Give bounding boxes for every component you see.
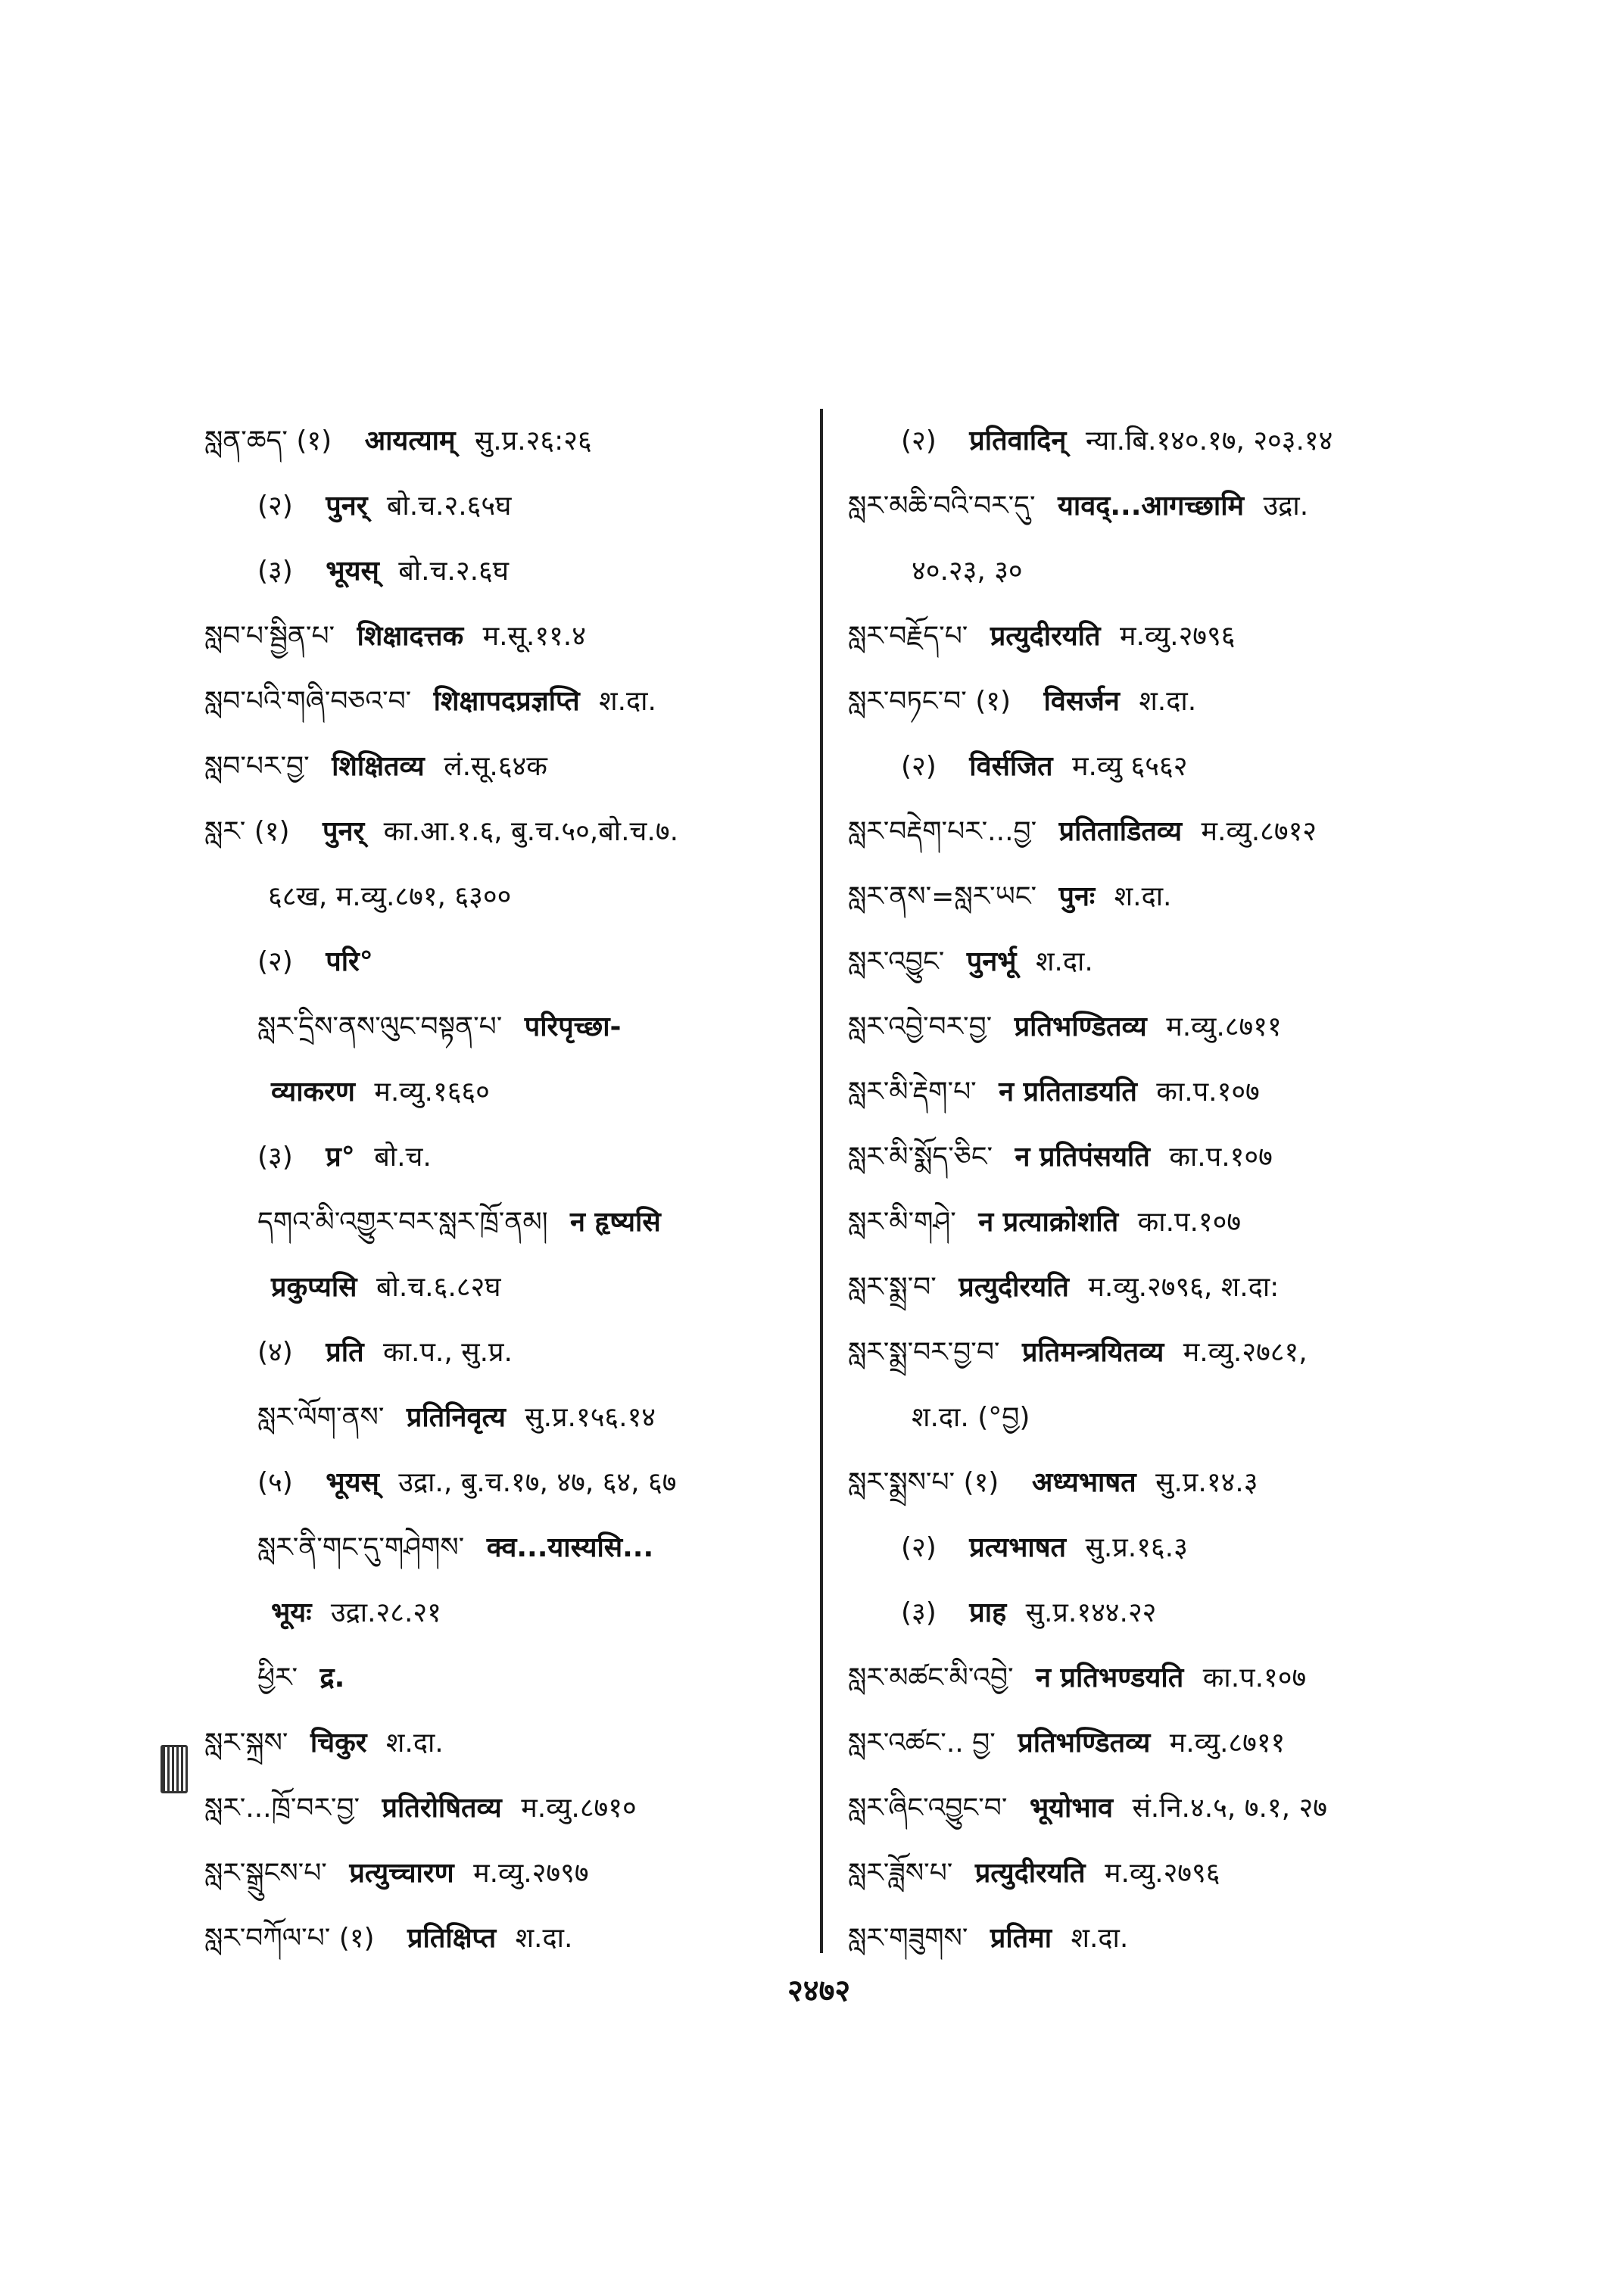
sense-number: (१) (296, 425, 332, 456)
source-reference: सं.नि.४.५, ७.१, २७ (1132, 1793, 1327, 1824)
sanskrit-equivalent: प्रतिरोषितव्य (382, 1793, 502, 1824)
sanskrit-equivalent: प्रत्युच्चारण (349, 1858, 454, 1889)
margin-thumb-mark-icon (161, 1745, 188, 1793)
tibetan-headword: སླར་ཟློས་པ་ (848, 1858, 953, 1889)
sanskrit-equivalent: प्र° (326, 1142, 355, 1173)
sanskrit-equivalent: प्रतिभण्डितव्य (1014, 1011, 1147, 1042)
source-reference: म.व्यु.२७८१, (1183, 1337, 1308, 1368)
dictionary-entry (848, 1516, 1469, 1581)
sense-number: (१) (963, 1467, 999, 1498)
tibetan-headword: སླར་སྨྲས་པ་ (848, 1467, 955, 1498)
sanskrit-equivalent: प्रतिमा (990, 1923, 1052, 1954)
dictionary-entry (204, 1516, 810, 1581)
sanskrit-equivalent: विर्सजित (969, 751, 1053, 782)
dictionary-entry (848, 995, 1469, 1060)
sanskrit-equivalent: प्रत्यभाषत (969, 1532, 1067, 1563)
tibetan-headword: སླར་སྐྲས་ (204, 1728, 288, 1759)
source-reference: श.दा. (1139, 686, 1197, 717)
tibetan-headword: སླར་ནས་=སླར་ཡང་ (848, 881, 1037, 912)
source-reference: श.दा. (1035, 946, 1093, 977)
tibetan-headword: སླབ་པ་སྦྱིན་པ་ (204, 621, 335, 652)
sanskrit-equivalent: शिक्षादत्तक (357, 621, 464, 652)
dictionary-entry (848, 1450, 1469, 1516)
source-reference: म.सू.११.४ (482, 621, 586, 652)
tibetan-headword: སླབ་པའི་གཞི་བཅའ་བ་ (204, 686, 412, 717)
source-reference: म.व्यु.८७१२ (1201, 816, 1317, 847)
sense-number: (१) (254, 816, 290, 847)
sanskrit-equivalent: प्रति (326, 1337, 364, 1368)
source-reference: बो.च. (374, 1142, 432, 1173)
source-reference: श.दा. (385, 1728, 444, 1759)
tibetan-headword: སླར་མི་རྡེག་པ་ (848, 1076, 977, 1108)
source-reference: श.दा. (1071, 1923, 1129, 1954)
tibetan-headword: སླར་ལོག་ནས་ (257, 1402, 385, 1433)
sanskrit-equivalent: न हृष्यसि (570, 1207, 661, 1238)
source-reference: सु.प्र.१४.३ (1155, 1467, 1258, 1498)
source-reference: उद्रा.२८.२१ (330, 1597, 441, 1628)
source-reference: उद्रा. (1263, 491, 1309, 522)
dictionary-entry (848, 799, 1469, 865)
tibetan-headword: སླར་སྒྲུངས་པ་ (204, 1858, 327, 1889)
dictionary-entry (848, 1841, 1469, 1906)
dictionary-entry (848, 1646, 1469, 1711)
dictionary-entry (204, 1906, 810, 1971)
sense-number: (३) (257, 1142, 293, 1173)
dictionary-entry (204, 604, 810, 669)
tibetan-headword: ཕྱིར་ (257, 1662, 298, 1693)
dictionary-entry (204, 1841, 810, 1906)
tibetan-headword: སླར་ཞིང་འབྱུང་བ་ (848, 1793, 1008, 1824)
source-reference: म.व्यु.२७९६ (1104, 1858, 1220, 1889)
tibetan-headword: སླར་མཆི་བའི་བར་དུ་ (848, 491, 1036, 522)
tibetan-headword: སླར་འབྱེ་བར་བྱ་ (848, 1011, 993, 1042)
dictionary-entry (848, 930, 1469, 995)
dictionary-entry (848, 1190, 1469, 1255)
dictionary-entry (848, 1255, 1469, 1320)
sanskrit-equivalent: भूयोभाव (1029, 1793, 1114, 1824)
dictionary-entry (204, 1581, 810, 1646)
dictionary-entry (204, 1060, 810, 1125)
sanskrit-equivalent: शिक्षापदप्रज्ञप्ति (433, 686, 580, 717)
dictionary-entry (848, 1385, 1469, 1450)
sense-number: (३) (901, 1597, 937, 1628)
tibetan-headword: སླར་དྲིས་ནས་ལུང་བསྟན་པ་ (257, 1011, 503, 1042)
tibetan-headword: སླར་མི་སྨོད་ཅིང་ (848, 1142, 993, 1173)
dictionary-entry (204, 1190, 810, 1255)
source-reference: न्या.बि.१४०.१७, २०३.१४ (1085, 425, 1333, 456)
source-reference: का.प.१०७ (1156, 1076, 1260, 1108)
dictionary-entry (204, 799, 810, 865)
source-reference: म.व्यु ६५६२ (1071, 751, 1188, 782)
source-reference: बो.च.२.६५घ (386, 491, 512, 522)
dictionary-entry (848, 604, 1469, 669)
right-column (848, 409, 1469, 1971)
sense-number: (५) (257, 1467, 293, 1498)
sanskrit-equivalent: क्व...यास्यसि... (486, 1532, 654, 1563)
dictionary-entry (848, 1060, 1469, 1125)
source-reference: का.प.१०७ (1202, 1662, 1307, 1693)
tibetan-headword: སླར་མི་གཤེ་ (848, 1207, 956, 1238)
sanskrit-equivalent: परि° (326, 946, 373, 977)
sanskrit-equivalent: न प्रतिपंसयति (1015, 1142, 1150, 1173)
source-reference: सु.प्र.१५६.१४ (525, 1402, 656, 1433)
dictionary-entry (848, 1320, 1469, 1385)
sanskrit-equivalent: भूयः (271, 1597, 312, 1628)
source-reference: म.व्यु.८७१० (521, 1793, 637, 1824)
dictionary-entry (204, 1646, 810, 1711)
source-reference: श.दा. (515, 1923, 573, 1954)
source-reference: उद्रा., बु.च.१७, ४७, ६४, ६७ (398, 1467, 677, 1498)
sanskrit-equivalent: परिपृच्छा- (524, 1011, 622, 1042)
sanskrit-equivalent: न प्रत्याक्रोशति (978, 1207, 1119, 1238)
dictionary-entry (848, 865, 1469, 930)
sanskrit-equivalent: प्रतिवादिन् (969, 425, 1067, 456)
source-reference: लं.सू.६४क (444, 751, 547, 782)
dictionary-entry (204, 474, 810, 539)
tibetan-headword: སླར་...ཁྲོ་བར་བྱ་ (204, 1793, 360, 1824)
column-divider (820, 409, 823, 1953)
dictionary-entry (204, 669, 810, 734)
dictionary-entry (848, 1906, 1469, 1971)
left-column (204, 409, 810, 1971)
dictionary-entry (204, 539, 810, 604)
source-reference: म.व्यु.२७९७ (473, 1858, 589, 1889)
source-reference: बो.च.६.८२घ (376, 1272, 501, 1303)
dictionary-entry (848, 1125, 1469, 1190)
dictionary-entry (848, 734, 1469, 799)
sanskrit-equivalent: यावद्...आगच्छामि (1058, 491, 1245, 522)
sanskrit-equivalent: चिकुर (310, 1728, 367, 1759)
source-reference: म.व्यु.८७११ (1169, 1728, 1286, 1759)
dictionary-entry (204, 1711, 810, 1776)
tibetan-headword: སླར་སྨྲ་བ་ (848, 1272, 937, 1303)
sense-number: (२) (901, 425, 937, 456)
source-reference: म.व्यु.१६६० (374, 1076, 490, 1108)
source-reference: सु.प्र.२६:२६ (474, 425, 592, 456)
source-reference: का.आ.१.६, बु.च.५०,बो.च.७. (383, 816, 679, 847)
tibetan-headword: སླར་ནི་གང་དུ་གཤེགས་ (257, 1532, 465, 1563)
page-number: २४७२ (787, 1974, 851, 2008)
sense-number: (१) (975, 686, 1011, 717)
dictionary-entry (848, 1776, 1469, 1841)
sanskrit-equivalent: प्रत्युदीरयति (990, 621, 1101, 652)
dictionary-entry (204, 1385, 810, 1450)
tibetan-headword: སླར་གཟུགས་ (848, 1923, 968, 1954)
sense-number: (२) (901, 1532, 937, 1563)
source-reference: बो.च.२.६घ (398, 556, 510, 587)
dictionary-entry (204, 1255, 810, 1320)
sanskrit-equivalent: प्रतिक्षिप्त (407, 1923, 497, 1954)
source-reference: म.व्यु.२७९६ (1119, 621, 1236, 652)
tibetan-headword: སླར་བཀོལ་པ་ (204, 1923, 331, 1954)
dictionary-entry (204, 1125, 810, 1190)
dictionary-entry (204, 865, 810, 930)
tibetan-headword: སླར་བརྡེག་པར་...བྱ་ (848, 816, 1037, 847)
dictionary-entry (204, 1776, 810, 1841)
source-reference: म.व्यु.८७११ (1166, 1011, 1282, 1042)
sanskrit-equivalent: पुनर् (326, 491, 368, 522)
tibetan-headword: དགའ་མི་འགྱུར་བར་སླར་ཁྲོ་ནམ། (257, 1207, 548, 1238)
tibetan-headword: སླར་འབྱུང་ (848, 946, 945, 977)
sanskrit-equivalent: भूयस् (326, 556, 379, 587)
sanskrit-equivalent: पुनर्भू (966, 946, 1017, 977)
sanskrit-equivalent: प्रतिताडितव्य (1058, 816, 1183, 847)
source-reference: श.दा. (599, 686, 656, 717)
source-reference: श.दा. (1114, 881, 1172, 912)
sanskrit-equivalent: विसर्जन (1043, 686, 1120, 717)
sanskrit-equivalent: प्रतिनिवृत्य (406, 1402, 506, 1433)
dictionary-entry (848, 1711, 1469, 1776)
source-reference: सु.प्र.१६.३ (1085, 1532, 1188, 1563)
tibetan-headword: སླར་སྨྲ་བར་བྱ་བ་ (848, 1337, 1000, 1368)
source-reference: का.प., सु.प्र. (383, 1337, 513, 1368)
source-reference: का.प.१०७ (1169, 1142, 1273, 1173)
tibetan-headword: སླན་ཆད་ (204, 425, 288, 456)
sanskrit-equivalent: आयत्याम् (364, 425, 456, 456)
dictionary-entry (204, 930, 810, 995)
sanskrit-equivalent: प्रतिमन्त्रयितव्य (1021, 1337, 1164, 1368)
sense-number: (३) (257, 556, 293, 587)
dictionary-entry (848, 1581, 1469, 1646)
source-reference: श.दा. (°བྱ) (912, 1402, 1030, 1433)
sense-number: (२) (901, 751, 937, 782)
tibetan-headword: སླར་འཚང་.. བྱ་ (848, 1728, 996, 1759)
source-reference: ४०.२३, ३० (912, 556, 1023, 587)
sense-number: (४) (257, 1337, 293, 1368)
sanskrit-equivalent: प्रत्युदीरयति (974, 1858, 1086, 1889)
tibetan-headword: སླར་ (204, 816, 246, 847)
dictionary-entry (204, 409, 810, 474)
sanskrit-equivalent: न प्रतिभण्डयति (1036, 1662, 1184, 1693)
sanskrit-equivalent: व्याकरण (271, 1076, 355, 1108)
dictionary-entry (204, 1320, 810, 1385)
sanskrit-equivalent: शिक्षितव्य (332, 751, 425, 782)
sanskrit-equivalent: पुनर् (323, 816, 365, 847)
dictionary-entry (848, 669, 1469, 734)
sanskrit-equivalent: द्र. (320, 1662, 345, 1693)
tibetan-headword: སླར་བརྗོད་པ་ (848, 621, 968, 652)
tibetan-headword: སླབ་པར་བྱ་ (204, 751, 310, 782)
sanskrit-equivalent: पुनः (1058, 881, 1096, 912)
dictionary-entry (848, 409, 1469, 474)
sanskrit-equivalent: प्राह (969, 1597, 1007, 1628)
dictionary-entry (204, 995, 810, 1060)
sense-number: (२) (257, 491, 293, 522)
tibetan-headword: སླར་བཏང་བ་ (848, 686, 967, 717)
sense-number: (२) (257, 946, 293, 977)
source-reference: सु.प्र.१४४.२२ (1025, 1597, 1157, 1628)
tibetan-headword: སླར་མཚང་མི་འབྱེ་ (848, 1662, 1014, 1693)
sanskrit-equivalent: भूयस् (326, 1467, 379, 1498)
dictionary-entry (204, 1450, 810, 1516)
source-reference: का.प.१०७ (1137, 1207, 1242, 1238)
sanskrit-equivalent: प्रतिभण्डितव्य (1018, 1728, 1151, 1759)
sense-number: (१) (338, 1923, 375, 1954)
source-reference: म.व्यु.२७९६, श.दा: (1088, 1272, 1280, 1303)
dictionary-entry (848, 539, 1469, 604)
sanskrit-equivalent: न प्रतिताडयति (999, 1076, 1137, 1108)
sanskrit-equivalent: प्रकुप्यसि (271, 1272, 357, 1303)
sanskrit-equivalent: प्रत्युदीरयति (959, 1272, 1069, 1303)
dictionary-entry (848, 474, 1469, 539)
dictionary-entry (204, 734, 810, 799)
source-reference: ६८ख, म.व्यु.८७१, ६३०० (268, 881, 512, 912)
sanskrit-equivalent: अध्यभाषत (1031, 1467, 1136, 1498)
